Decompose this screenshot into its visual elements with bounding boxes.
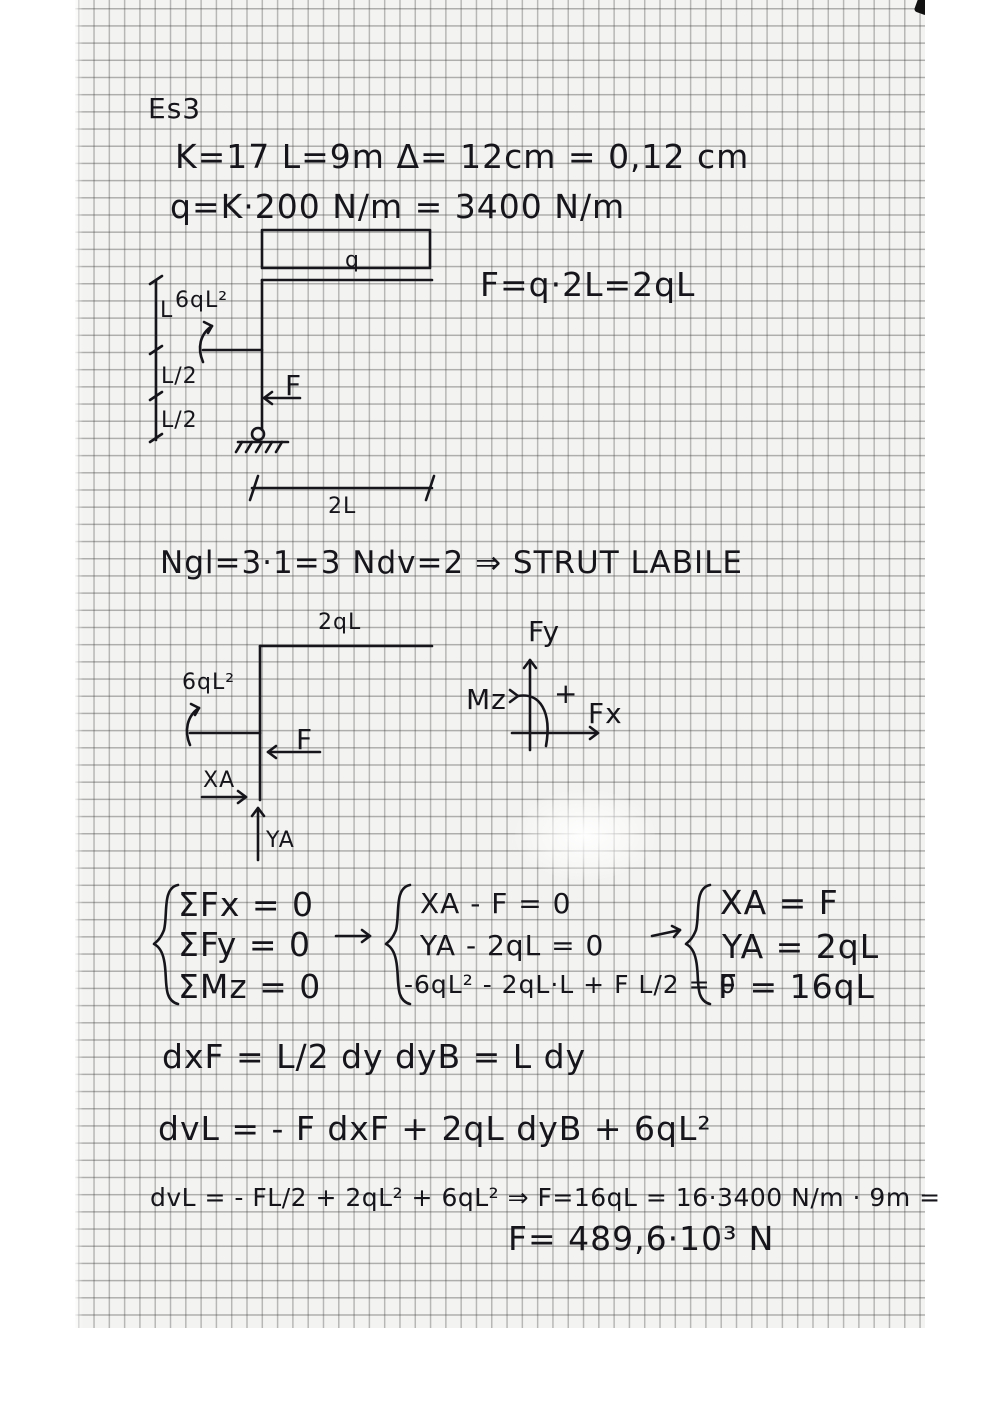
dim-label-l: L: [160, 298, 174, 323]
fbd-moment-label: 6qL²: [182, 670, 236, 695]
final-result: F= 489,6·10³ N: [508, 1219, 775, 1258]
dim-label-l-half-2: L/2: [161, 408, 198, 433]
sol-xa: XA = F: [720, 883, 839, 922]
force-formula: F=q·2L=2qL: [480, 265, 696, 304]
eq-sum-fy: ΣFy = 0: [178, 925, 311, 964]
fy-label: Fy: [528, 615, 561, 648]
sol-ya: YA = 2qL: [722, 927, 880, 966]
eq-moment: -6qL² - 2qL·L + F L/2 = 0: [404, 970, 737, 999]
virtual-work-equation: dvL = - F dxF + 2qL dyB + 6qL²: [158, 1109, 712, 1148]
dof-count-line: Ngl=3·1=3 Ndv=2 ⇒ STRUT LABILE: [160, 545, 743, 581]
force-label-f: F: [285, 369, 303, 402]
parameters-line: K=17 L=9m Δ= 12cm = 0,12 cm: [175, 137, 750, 176]
sol-f: F = 16qL: [718, 967, 875, 1006]
fbd-ya-label: YA: [266, 828, 295, 853]
eq-sum-mz: ΣMz = 0: [178, 967, 322, 1006]
brace-system-1: [154, 885, 178, 1004]
load-definition-line: q=K·200 N/m = 3400 N/m: [170, 187, 626, 226]
eq-xa: XA - F = 0: [420, 887, 572, 920]
virtual-displacements-line: dxF = L/2 dy dyB = L dy: [162, 1037, 587, 1076]
virtual-work-substitution: dvL = - FL/2 + 2qL² + 6qL² ⇒ F=16qL = 16·3400 N/m · 9m =: [150, 1183, 941, 1212]
dim-label-l-half-1: L/2: [161, 364, 198, 389]
moment-label: 6qL²: [175, 288, 229, 313]
exercise-title: Es3: [148, 92, 202, 125]
fx-label: Fx: [588, 697, 623, 730]
fbd-force-label: F: [296, 723, 314, 756]
fbd-xa-label: XA: [203, 768, 236, 793]
dim-label-2l: 2L: [328, 494, 357, 519]
mz-label: Mz: [466, 683, 507, 716]
eq-ya: YA - 2qL = 0: [420, 929, 605, 962]
fbd-load-label: 2qL: [318, 610, 362, 635]
eq-sum-fx: ΣFx = 0: [178, 885, 314, 924]
plus-sign: +: [554, 677, 579, 710]
load-label-q: q: [345, 248, 360, 273]
